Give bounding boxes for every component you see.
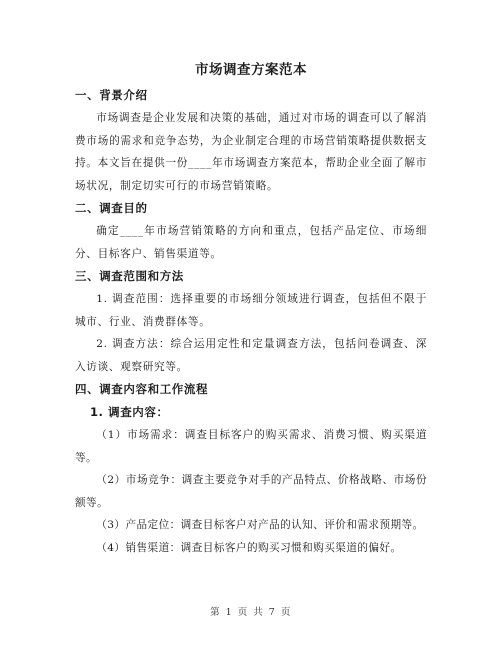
purpose-paragraph: 确定____年市场营销策略的方向和重点，包括产品定位、市场细分、目标客户、销售渠道等。 (75, 225, 427, 260)
content-item-product-positioning: （3）产品定位：调查目标客户对产品的认知、评价和需求预期等。 (96, 519, 424, 531)
content-subheading: 1. 调查内容： (89, 405, 169, 419)
scope-paragraph: 1. 调查范围：选择重要的市场细分领域进行调查，包括但不限于城市、行业、消费群体等。 (75, 293, 427, 328)
section-heading-background: 一、背景介绍 (75, 88, 148, 102)
content-item-market-demand: （1）市场需求：调查目标客户的购买需求、消费习惯、购买渠道等。 (75, 429, 427, 464)
page-indicator: 第 1 页 共 7 页 (210, 607, 292, 618)
section-heading-purpose: 二、调查目的 (75, 201, 148, 215)
document-title: 市场调查方案范本 (195, 62, 307, 78)
document-body (75, 84, 427, 559)
section-heading-scope-method: 三、调查范围和方法 (75, 269, 184, 283)
content-item-market-competition: （2）市场竞争：调查主要竞争对手的产品特点、价格战略、市场份额等。 (75, 474, 427, 509)
section-heading-content-workflow: 四、调查内容和工作流程 (75, 382, 209, 396)
content-item-sales-channel: （4）销售渠道：调查目标客户的购买习惯和购买渠道的偏好。 (96, 541, 402, 554)
background-paragraph: 市场调查是企业发展和决策的基础，通过对市场的调查可以了解消费市场的需求和竞争态势，为企业制定合理的市场营销策略提供数据支持。本文旨在提供一份____年市场调查方案范本，帮助企业全面了解市场状况，制定切实可行的市场营销策略。 (75, 112, 427, 192)
method-paragraph: 2. 调查方法：综合运用定性和定量调查方法，包括问卷调查、深入访谈、观察研究等。 (75, 338, 427, 373)
